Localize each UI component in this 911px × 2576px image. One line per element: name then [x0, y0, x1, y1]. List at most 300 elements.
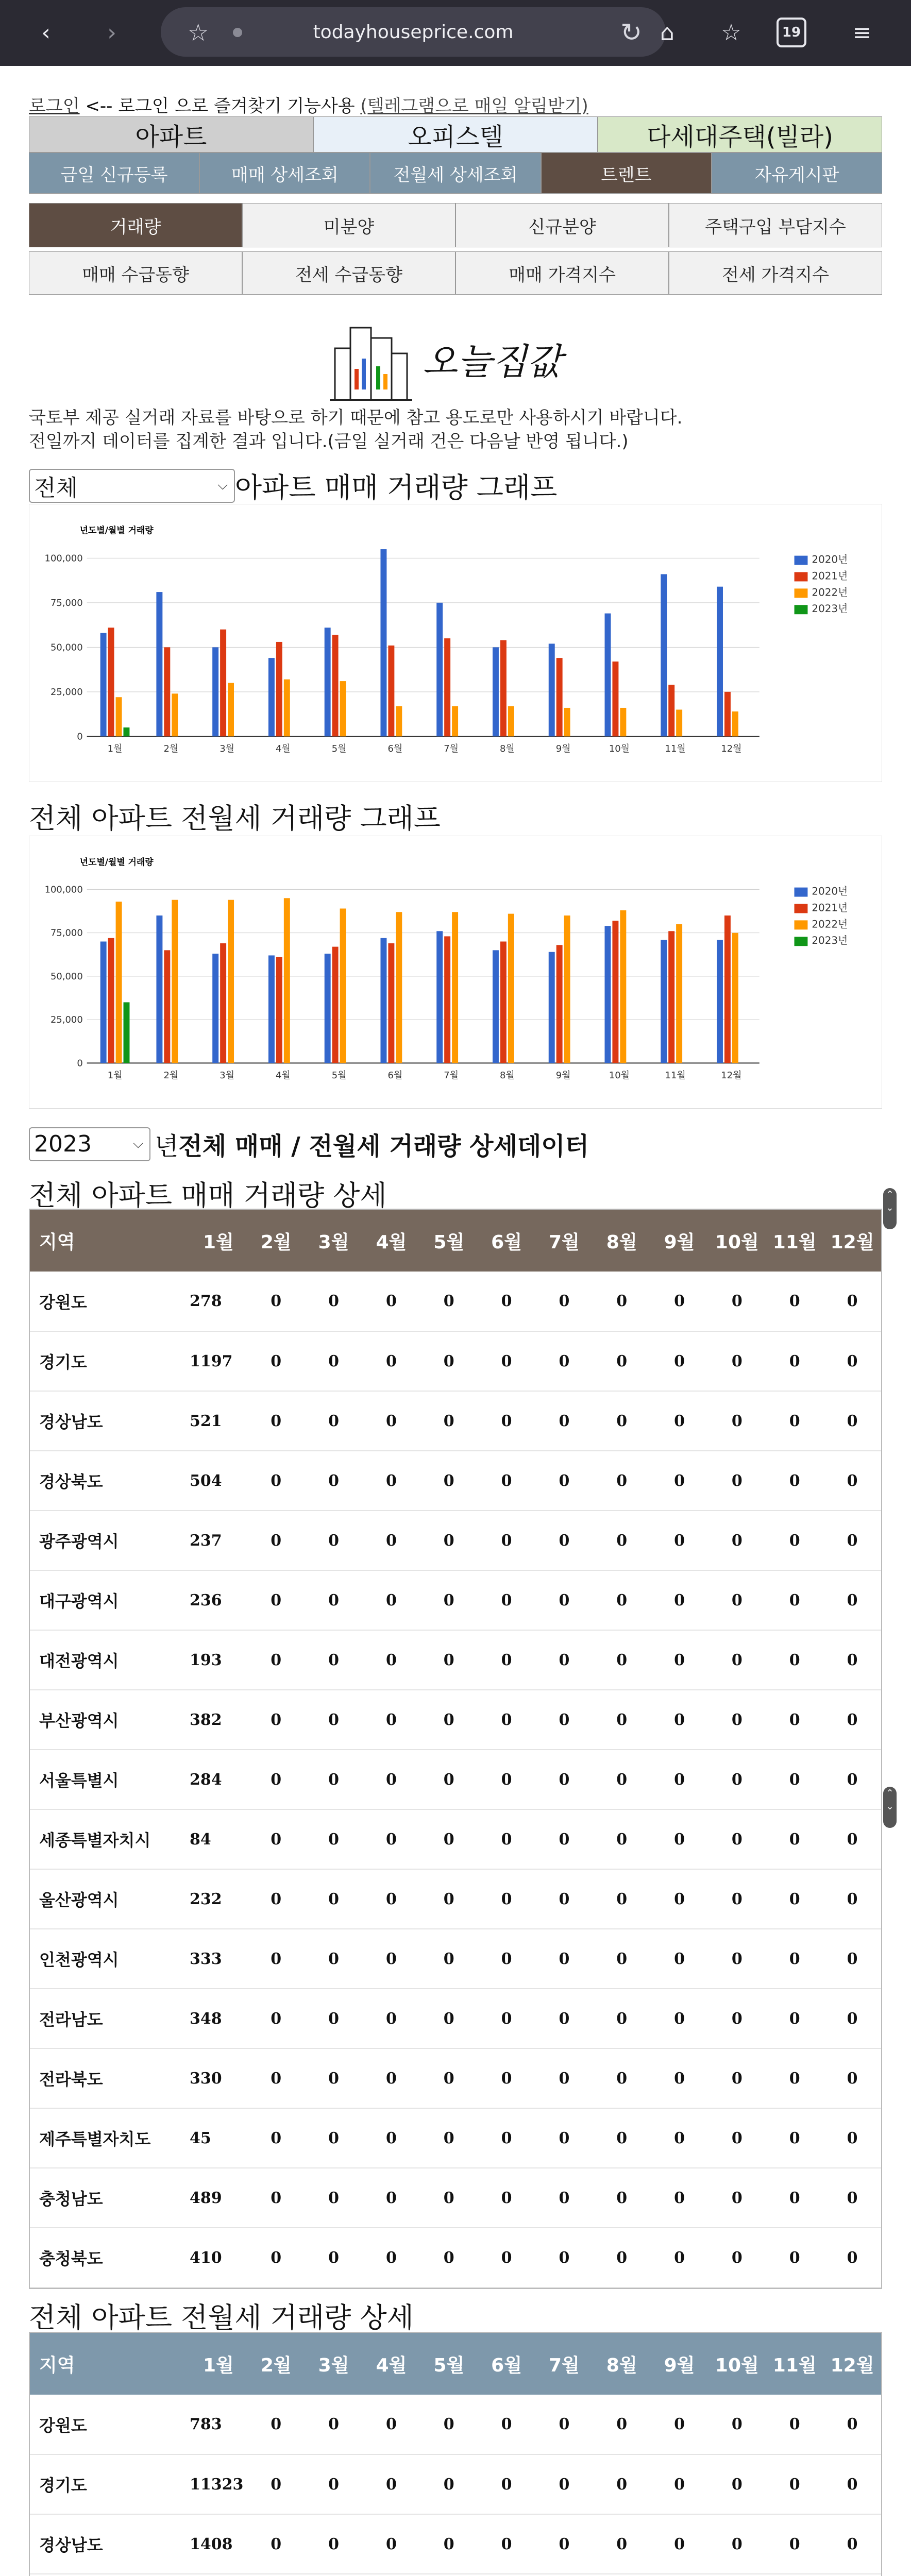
table-row	[30, 1869, 881, 1929]
tab-board[interactable]: 자유게시판	[712, 152, 882, 194]
tab-new-registrations[interactable]: 금일 신규등록	[29, 152, 199, 194]
bar	[676, 709, 682, 736]
volume-cell: 0	[651, 2168, 708, 2228]
volume-cell: 0	[708, 1989, 766, 2048]
volume-cell: 0	[420, 1690, 478, 1750]
volume-cell	[535, 2574, 593, 2576]
table-row	[30, 1690, 881, 1750]
region-cell: 대전광역시	[30, 1630, 190, 1690]
volume-cell: 0	[766, 2168, 823, 2228]
bar	[396, 912, 402, 1063]
column-header-region: 지역	[39, 1231, 75, 1253]
bar	[605, 614, 611, 737]
column-header-month: 5월	[433, 2354, 465, 2376]
bar	[332, 947, 339, 1063]
detail-title: 전체 매매 / 전월세 거래량 상세데이터	[178, 1132, 589, 1161]
volume-cell: 0	[535, 1570, 593, 1630]
volume-cell: 0	[766, 2395, 823, 2454]
volume-cell: 0	[420, 2454, 478, 2514]
scroll-handle[interactable]: ⌃ ⌄	[883, 1787, 897, 1828]
table-row	[30, 1391, 881, 1451]
rent-volume-chart	[29, 836, 882, 1109]
x-tick-label: 4월	[275, 743, 291, 755]
column-header-month: 3월	[318, 2354, 349, 2376]
x-tick-label: 12월	[721, 1070, 742, 1081]
volume-cell: 0	[708, 1511, 766, 1570]
tab-jeonse-supply[interactable]: 전세 수급동향	[242, 251, 455, 295]
volume-cell: 1408	[190, 2514, 247, 2574]
column-header-month: 7월	[548, 1231, 580, 1253]
bar	[212, 954, 218, 1063]
tab-affordability[interactable]: 주택구입 부담지수	[669, 203, 882, 247]
table-row	[30, 1750, 881, 1809]
legend-swatch	[795, 937, 808, 946]
volume-cell: 284	[190, 1750, 247, 1809]
bar	[732, 933, 738, 1063]
volume-cell: 232	[190, 1869, 247, 1929]
volume-cell: 0	[305, 1750, 363, 1809]
volume-cell: 0	[535, 1331, 593, 1391]
tab-officetel[interactable]: 오피스텔	[313, 116, 598, 152]
tab-counter[interactable]: 19	[777, 18, 806, 47]
column-header-month: 12월	[830, 1231, 874, 1253]
volume-cell: 0	[362, 1451, 420, 1511]
bar	[668, 931, 674, 1063]
legend-label: 2022년	[812, 586, 848, 599]
bar	[717, 940, 723, 1063]
volume-cell: 0	[305, 2048, 363, 2108]
bar	[388, 646, 394, 736]
volume-cell: 0	[593, 1331, 651, 1391]
table-row	[30, 1331, 881, 1391]
region-cell: 울산광역시	[30, 1869, 190, 1929]
bar	[340, 908, 346, 1063]
volume-cell: 0	[593, 2514, 651, 2574]
menu-icon[interactable]: ≡	[852, 19, 872, 46]
bar	[284, 898, 290, 1063]
volume-cell: 0	[362, 1511, 420, 1570]
table-row	[30, 2574, 881, 2576]
volume-cell: 0	[247, 1511, 305, 1570]
volume-cell: 0	[362, 1690, 420, 1750]
bar	[228, 900, 234, 1063]
volume-cell: 0	[478, 2454, 535, 2514]
volume-cell: 0	[478, 2395, 535, 2454]
volume-cell: 0	[651, 2514, 708, 2574]
volume-cell: 0	[766, 2514, 823, 2574]
volume-cell	[362, 2574, 420, 2576]
tab-volume[interactable]: 거래량	[29, 203, 242, 247]
legend-swatch	[795, 556, 808, 565]
volume-cell: 0	[478, 2514, 535, 2574]
browser-toolbar	[0, 0, 911, 66]
table-row	[30, 2048, 881, 2108]
volume-cell: 489	[190, 2168, 247, 2228]
volume-cell: 0	[651, 1570, 708, 1630]
volume-cell: 0	[823, 2514, 881, 2574]
bar	[452, 706, 458, 737]
column-header-month: 6월	[491, 2354, 522, 2376]
volume-cell: 0	[823, 1451, 881, 1511]
volume-cell: 0	[535, 1750, 593, 1809]
volume-cell: 0	[305, 2228, 363, 2287]
volume-cell: 0	[766, 1929, 823, 1989]
bar	[116, 697, 122, 736]
legend-swatch	[795, 904, 808, 913]
x-tick-label: 1월	[107, 1070, 123, 1081]
region-select[interactable]	[29, 469, 235, 503]
bar	[620, 910, 626, 1063]
column-header-month: 1월	[203, 1231, 234, 1253]
table-row	[30, 1511, 881, 1570]
bar	[284, 680, 290, 737]
column-header-month: 3월	[318, 1231, 349, 1253]
volume-cell: 0	[708, 2395, 766, 2454]
bar	[340, 681, 346, 736]
volume-cell: 0	[305, 2454, 363, 2514]
trend-nav	[29, 203, 882, 247]
legend-label: 2023년	[812, 603, 848, 615]
bar	[661, 574, 667, 736]
region-cell: 광주광역시	[30, 1511, 190, 1570]
legend-swatch	[795, 588, 808, 598]
tab-apartment[interactable]: 아파트	[29, 116, 313, 152]
column-header-month: 4월	[376, 2354, 407, 2376]
volume-cell: 0	[247, 1630, 305, 1690]
bar	[724, 692, 731, 736]
scroll-handle[interactable]: ⌃ ⌄	[883, 1188, 897, 1229]
volume-cell: 0	[535, 2395, 593, 2454]
volume-cell	[766, 2574, 823, 2576]
x-tick-label: 6월	[387, 743, 403, 755]
bookmarks-star-icon[interactable]: ☆	[721, 19, 741, 46]
volume-cell: 0	[305, 1331, 363, 1391]
volume-cell: 0	[708, 2228, 766, 2287]
volume-cell: 0	[535, 2454, 593, 2514]
volume-cell: 0	[823, 1511, 881, 1570]
volume-cell: 0	[362, 2228, 420, 2287]
volume-cell: 0	[478, 1869, 535, 1929]
volume-cell: 237	[190, 1511, 247, 1570]
bar	[436, 603, 443, 736]
volume-cell: 0	[651, 1929, 708, 1989]
bar	[268, 955, 275, 1063]
volume-cell: 0	[362, 2108, 420, 2168]
region-cell: 경기도	[30, 2454, 190, 2514]
bar	[108, 628, 114, 736]
volume-cell: 0	[823, 2048, 881, 2108]
forward-arrow-icon[interactable]: ›	[107, 19, 116, 46]
volume-cell: 278	[190, 1272, 247, 1331]
bar	[493, 647, 499, 736]
volume-cell: 0	[593, 2454, 651, 2514]
region-cell: 대구광역시	[30, 1570, 190, 1630]
volume-cell: 0	[420, 1511, 478, 1570]
volume-cell: 0	[535, 2514, 593, 2574]
volume-cell: 0	[823, 2454, 881, 2514]
volume-cell	[593, 2574, 651, 2576]
volume-cell: 0	[823, 1630, 881, 1690]
chart-title: 년도별/월별 거래량	[79, 524, 154, 535]
volume-cell: 0	[247, 1809, 305, 1869]
volume-cell: 0	[766, 1331, 823, 1391]
volume-cell: 0	[651, 1511, 708, 1570]
volume-cell: 0	[593, 2228, 651, 2287]
description-line-1: 국토부 제공 실거래 자료를 바탕으로 하기 때문에 참고 용도로만 사용하시기 바랍니다.	[29, 408, 683, 428]
legend-label: 2023년	[812, 935, 848, 947]
bar	[508, 706, 514, 737]
volume-cell: 0	[823, 1570, 881, 1630]
bar	[564, 916, 570, 1063]
tab-villa[interactable]: 다세대주택(빌라)	[598, 116, 882, 152]
volume-cell: 0	[766, 2228, 823, 2287]
bar	[156, 916, 162, 1063]
legend-label: 2022년	[812, 918, 848, 930]
x-tick-label: 7월	[444, 1070, 459, 1081]
x-tick-label: 3월	[220, 743, 234, 755]
table-row	[30, 2395, 881, 2454]
volume-cell: 0	[823, 1869, 881, 1929]
volume-cell: 0	[766, 1391, 823, 1451]
volume-cell: 0	[708, 1272, 766, 1331]
y-tick-label: 50,000	[50, 971, 83, 982]
volume-cell: 0	[362, 2048, 420, 2108]
bar	[724, 916, 731, 1063]
bookmark-star-icon[interactable]: ☆	[188, 19, 209, 46]
volume-cell: 0	[651, 2108, 708, 2168]
legend-swatch	[795, 888, 808, 897]
volume-cell: 0	[651, 2454, 708, 2514]
volume-cell: 0	[247, 1869, 305, 1929]
region-cell: 충청남도	[30, 2168, 190, 2228]
volume-cell: 0	[305, 1869, 363, 1929]
volume-cell: 0	[651, 2395, 708, 2454]
volume-cell: 0	[420, 1272, 478, 1331]
x-tick-label: 9월	[555, 1070, 571, 1081]
volume-cell: 0	[478, 1750, 535, 1809]
volume-cell: 0	[362, 1869, 420, 1929]
volume-cell: 0	[708, 2108, 766, 2168]
tab-trend[interactable]: 트렌트	[541, 152, 712, 194]
login-text: <-- 로그인 으로 즐겨찾기 기능사용	[79, 96, 361, 116]
region-cell: 경상남도	[30, 2514, 190, 2574]
volume-cell: 0	[478, 2228, 535, 2287]
volume-cell	[708, 2574, 766, 2576]
volume-cell: 0	[535, 1511, 593, 1570]
volume-cell: 0	[478, 1451, 535, 1511]
volume-cell: 0	[362, 1809, 420, 1869]
volume-cell: 0	[362, 1331, 420, 1391]
column-header-month: 11월	[772, 2354, 817, 2376]
volume-cell: 0	[766, 1869, 823, 1929]
column-header-month: 10월	[715, 1231, 759, 1253]
region-cell: 경상북도	[30, 1451, 190, 1511]
volume-cell: 0	[362, 2454, 420, 2514]
volume-cell: 0	[708, 1391, 766, 1451]
region-cell: 세종특별자치시	[30, 1809, 190, 1869]
volume-cell: 236	[190, 1570, 247, 1630]
volume-cell: 0	[593, 1869, 651, 1929]
x-tick-label: 1월	[107, 743, 123, 755]
table-row	[30, 1929, 881, 1989]
y-tick-label: 25,000	[50, 686, 83, 698]
volume-cell: 0	[708, 2168, 766, 2228]
home-icon[interactable]: ⌂	[660, 19, 674, 46]
volume-cell: 0	[766, 2048, 823, 2108]
volume-cell	[190, 2574, 247, 2576]
volume-cell: 0	[305, 2108, 363, 2168]
volume-cell: 0	[708, 1570, 766, 1630]
volume-cell: 0	[478, 2108, 535, 2168]
volume-cell: 0	[478, 1809, 535, 1869]
volume-cell: 0	[535, 2108, 593, 2168]
bar	[612, 921, 618, 1063]
bar	[100, 633, 107, 737]
volume-cell: 0	[651, 2228, 708, 2287]
volume-cell: 0	[593, 2048, 651, 2108]
tab-new-presale[interactable]: 신규분양	[455, 203, 669, 247]
volume-cell: 0	[247, 1391, 305, 1451]
bar	[220, 630, 226, 737]
volume-cell: 0	[305, 1391, 363, 1451]
volume-cell: 0	[593, 1272, 651, 1331]
back-arrow-icon[interactable]: ‹	[41, 19, 50, 46]
legend-label: 2021년	[812, 570, 848, 582]
volume-cell: 0	[247, 2395, 305, 2454]
tab-sale-supply[interactable]: 매매 수급동향	[29, 251, 242, 295]
volume-cell: 0	[478, 1391, 535, 1451]
volume-cell: 0	[478, 1630, 535, 1690]
sub-nav	[29, 152, 882, 194]
x-tick-label: 8월	[500, 1070, 515, 1081]
telegram-link[interactable]: (텔레그램으로 매일 알림받기)	[360, 96, 588, 116]
rent-table-title: 전체 아파트 전월세 거래량 상세	[29, 2301, 414, 2334]
login-notice	[29, 92, 588, 117]
region-cell	[30, 2574, 190, 2576]
volume-cell: 0	[305, 1272, 363, 1331]
volume-cell	[305, 2574, 363, 2576]
volume-cell: 0	[247, 1451, 305, 1511]
legend-swatch	[795, 572, 808, 582]
region-cell: 경기도	[30, 1331, 190, 1391]
volume-cell: 333	[190, 1929, 247, 1989]
volume-cell: 0	[478, 2168, 535, 2228]
tab-sale-index[interactable]: 매매 가격지수	[455, 251, 669, 295]
login-link[interactable]: 로그인	[29, 96, 80, 116]
y-tick-label: 25,000	[50, 1014, 83, 1026]
volume-cell: 0	[305, 1690, 363, 1750]
tab-jeonse-index[interactable]: 전세 가격지수	[669, 251, 882, 295]
volume-cell: 0	[651, 1809, 708, 1869]
bar	[380, 938, 386, 1063]
y-tick-label: 100,000	[44, 553, 83, 564]
volume-cell: 0	[708, 1690, 766, 1750]
column-header-month: 8월	[606, 1231, 637, 1253]
reload-icon[interactable]: ↻	[620, 18, 642, 47]
volume-cell: 0	[535, 1929, 593, 1989]
address-bar[interactable]	[161, 7, 666, 57]
table-row	[30, 2228, 881, 2287]
volume-cell: 0	[823, 1331, 881, 1391]
table-row	[30, 2108, 881, 2168]
volume-cell: 0	[305, 1511, 363, 1570]
column-header-month: 2월	[260, 1231, 292, 1253]
y-tick-label: 75,000	[50, 597, 83, 608]
volume-cell: 0	[766, 1690, 823, 1750]
tab-unsold[interactable]: 미분양	[242, 203, 455, 247]
volume-cell: 0	[651, 1272, 708, 1331]
column-header-month: 4월	[376, 1231, 407, 1253]
table-row	[30, 2454, 881, 2514]
table-row	[30, 2514, 881, 2574]
volume-cell: 0	[535, 1630, 593, 1690]
volume-cell: 0	[708, 1750, 766, 1809]
volume-cell: 0	[478, 1272, 535, 1331]
x-tick-label: 2월	[163, 743, 179, 755]
volume-cell: 0	[305, 1630, 363, 1690]
y-tick-label: 50,000	[50, 642, 83, 653]
volume-cell: 0	[247, 2168, 305, 2228]
column-header-month: 7월	[548, 2354, 580, 2376]
volume-cell: 0	[420, 1630, 478, 1690]
volume-cell	[823, 2574, 881, 2576]
volume-cell: 0	[535, 1809, 593, 1869]
column-header-month: 10월	[715, 2354, 759, 2376]
volume-cell: 0	[535, 2048, 593, 2108]
sale-chart-title: 아파트 매매 거래량 그래프	[235, 471, 558, 504]
bar	[444, 936, 450, 1063]
tab-sale-detail[interactable]: 매매 상세조회	[199, 152, 370, 194]
volume-cell: 0	[478, 1511, 535, 1570]
volume-cell: 1197	[190, 1331, 247, 1391]
volume-cell: 0	[766, 1989, 823, 2048]
bar	[332, 635, 339, 736]
x-tick-label: 11월	[665, 1070, 686, 1081]
year-select[interactable]	[29, 1127, 150, 1161]
volume-cell: 0	[823, 1989, 881, 2048]
sale-table	[29, 1209, 882, 2289]
site-logo[interactable]	[330, 317, 577, 405]
volume-cell: 410	[190, 2228, 247, 2287]
bar	[620, 708, 626, 736]
x-tick-label: 12월	[721, 743, 742, 755]
detail-header	[29, 1126, 589, 1162]
volume-cell: 0	[305, 1929, 363, 1989]
bar	[717, 587, 723, 737]
volume-cell: 0	[651, 2048, 708, 2108]
bar	[500, 941, 507, 1063]
volume-cell: 0	[593, 1929, 651, 1989]
volume-cell: 0	[823, 1690, 881, 1750]
volume-cell: 0	[708, 1451, 766, 1511]
region-cell: 인천광역시	[30, 1929, 190, 1989]
bar	[396, 706, 402, 737]
tab-rent-detail[interactable]: 전월세 상세조회	[370, 152, 541, 194]
volume-cell: 0	[766, 1809, 823, 1869]
column-header-month: 2월	[260, 2354, 292, 2376]
volume-cell: 0	[766, 1750, 823, 1809]
x-tick-label: 8월	[500, 743, 515, 755]
bar	[325, 628, 331, 736]
bar	[604, 926, 611, 1063]
volume-cell: 0	[766, 1451, 823, 1511]
volume-cell: 0	[593, 2395, 651, 2454]
x-tick-label: 10월	[609, 1070, 630, 1081]
region-cell: 전라북도	[30, 2048, 190, 2108]
legend-swatch	[795, 920, 808, 929]
volume-cell: 0	[766, 2454, 823, 2514]
volume-cell: 0	[305, 1989, 363, 2048]
